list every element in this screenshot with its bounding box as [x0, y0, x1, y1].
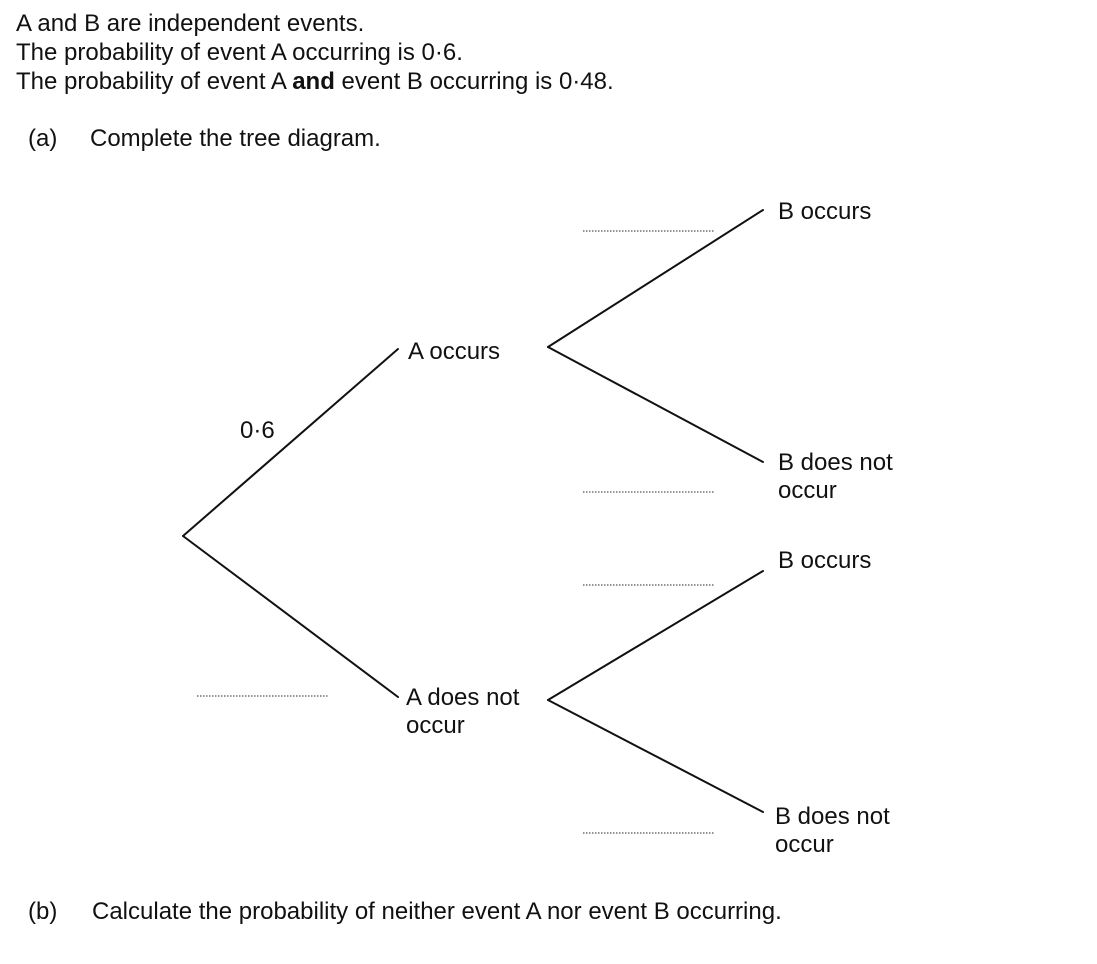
node-a-does-not-occur-line2: occur: [406, 712, 465, 739]
branch-root-to-a: [183, 349, 398, 536]
intro-line-3-bold: and: [292, 68, 335, 95]
branch-not-a-to-b: [548, 571, 763, 700]
node-b-occurs-after-not-a: B occurs: [778, 547, 872, 574]
node-b-does-not-occur-after-not-a-line1: B does not: [775, 803, 890, 830]
branch-root-to-not-a: [183, 536, 398, 697]
branch-not-a-to-not-b: [548, 700, 763, 812]
node-a-does-not-occur-line1: A does not: [406, 684, 520, 711]
part-a-instruction: Complete the tree diagram.: [90, 125, 381, 152]
branch-a-to-not-b: [548, 347, 763, 462]
node-a-occurs: A occurs: [408, 338, 501, 365]
node-b-does-not-occur-after-a-line2: occur: [778, 477, 837, 504]
part-a-label: (a): [28, 125, 58, 152]
node-b-occurs-after-a: B occurs: [778, 198, 872, 225]
node-b-does-not-occur-after-not-a-line2: occur: [775, 831, 834, 858]
node-b-does-not-occur-after-a-line1: B does not: [778, 449, 893, 476]
intro-line-3-start: The probability of event A: [16, 68, 293, 95]
intro-line-3-end: event B occurring is 0·48.: [334, 68, 614, 95]
intro-line-1: A and B are independent events.: [16, 10, 365, 37]
part-b-question: Calculate the probability of neither event A nor event B occurring.: [92, 898, 782, 925]
intro-line-2: The probability of event A occurring is 0·6.: [16, 39, 463, 66]
given-probability-a: 0·6: [240, 417, 275, 444]
part-b-label: (b): [28, 898, 58, 925]
